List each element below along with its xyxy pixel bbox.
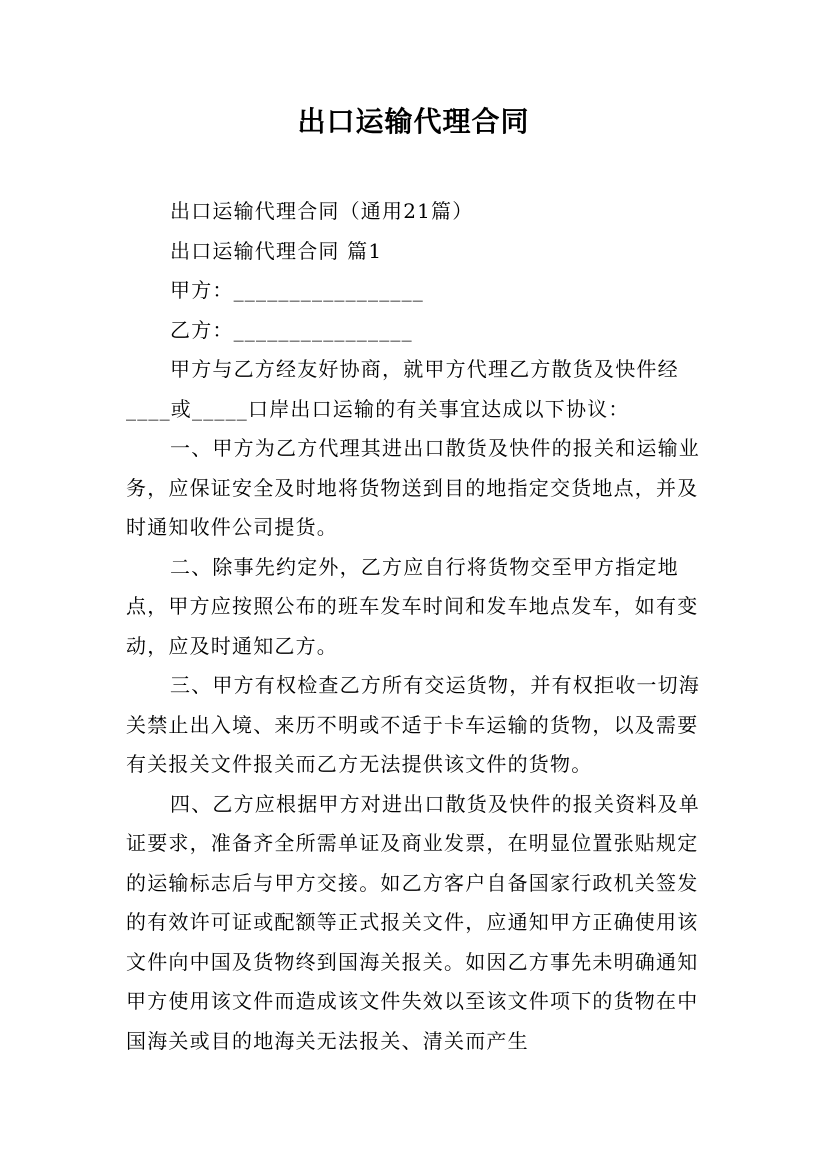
contract-subheading-line: 出口运输代理合同 篇1 [170, 238, 383, 263]
paragraph-clause-1: 一、甲方为乙方代理其进出口散货及快件的报关和运输业务，应保证安全及时地将货物送到目的地指定交货地点，并及时通知收件公司提货。 [126, 436, 700, 539]
party-a-line: 甲方：_________________ [170, 278, 424, 302]
document-title: 出口运输代理合同 [297, 105, 530, 138]
contract-heading-line: 出口运输代理合同（通用21篇） [170, 199, 474, 223]
document-body [126, 192, 712, 1061]
paragraph-clause-3: 三、甲方有权检查乙方所有交运货物，并有权拒收一切海关禁止出入境、来历不明或不适于卡车运输的货物，以及需要有关报关文件报关而乙方无法提供该文件的货物。 [126, 673, 700, 776]
party-b-line: 乙方：________________ [170, 317, 413, 342]
paragraph-clause-4: 四、乙方应根据甲方对进出口散货及快件的报关资料及单证要求，准备齐全所需单证及商业发票，在明显位置张贴规定的运输标志后与甲方交接。如乙方客户自备国家行政机关签发的有效许可证或配额等正式报关文件，应通知甲方正确使用该文件向中国及货物终到国海关报关。如因乙方事先未明确通知甲方使用该文件而造成该文件失效以至该文件项下的货物在中国海关或目的地海关无法报关、清关而产生 [126, 791, 700, 1053]
paragraph-intro: 甲方与乙方经友好协商，就甲方代理乙方散货及快件经____或_____口岸出口运输的有关事宜达成以下协议： [126, 357, 679, 421]
paragraph-clause-2: 二、除事先约定外，乙方应自行将货物交至甲方指定地点，甲方应按照公布的班车发车时间和发车地点发车，如有变动，应及时通知乙方。 [126, 554, 699, 658]
